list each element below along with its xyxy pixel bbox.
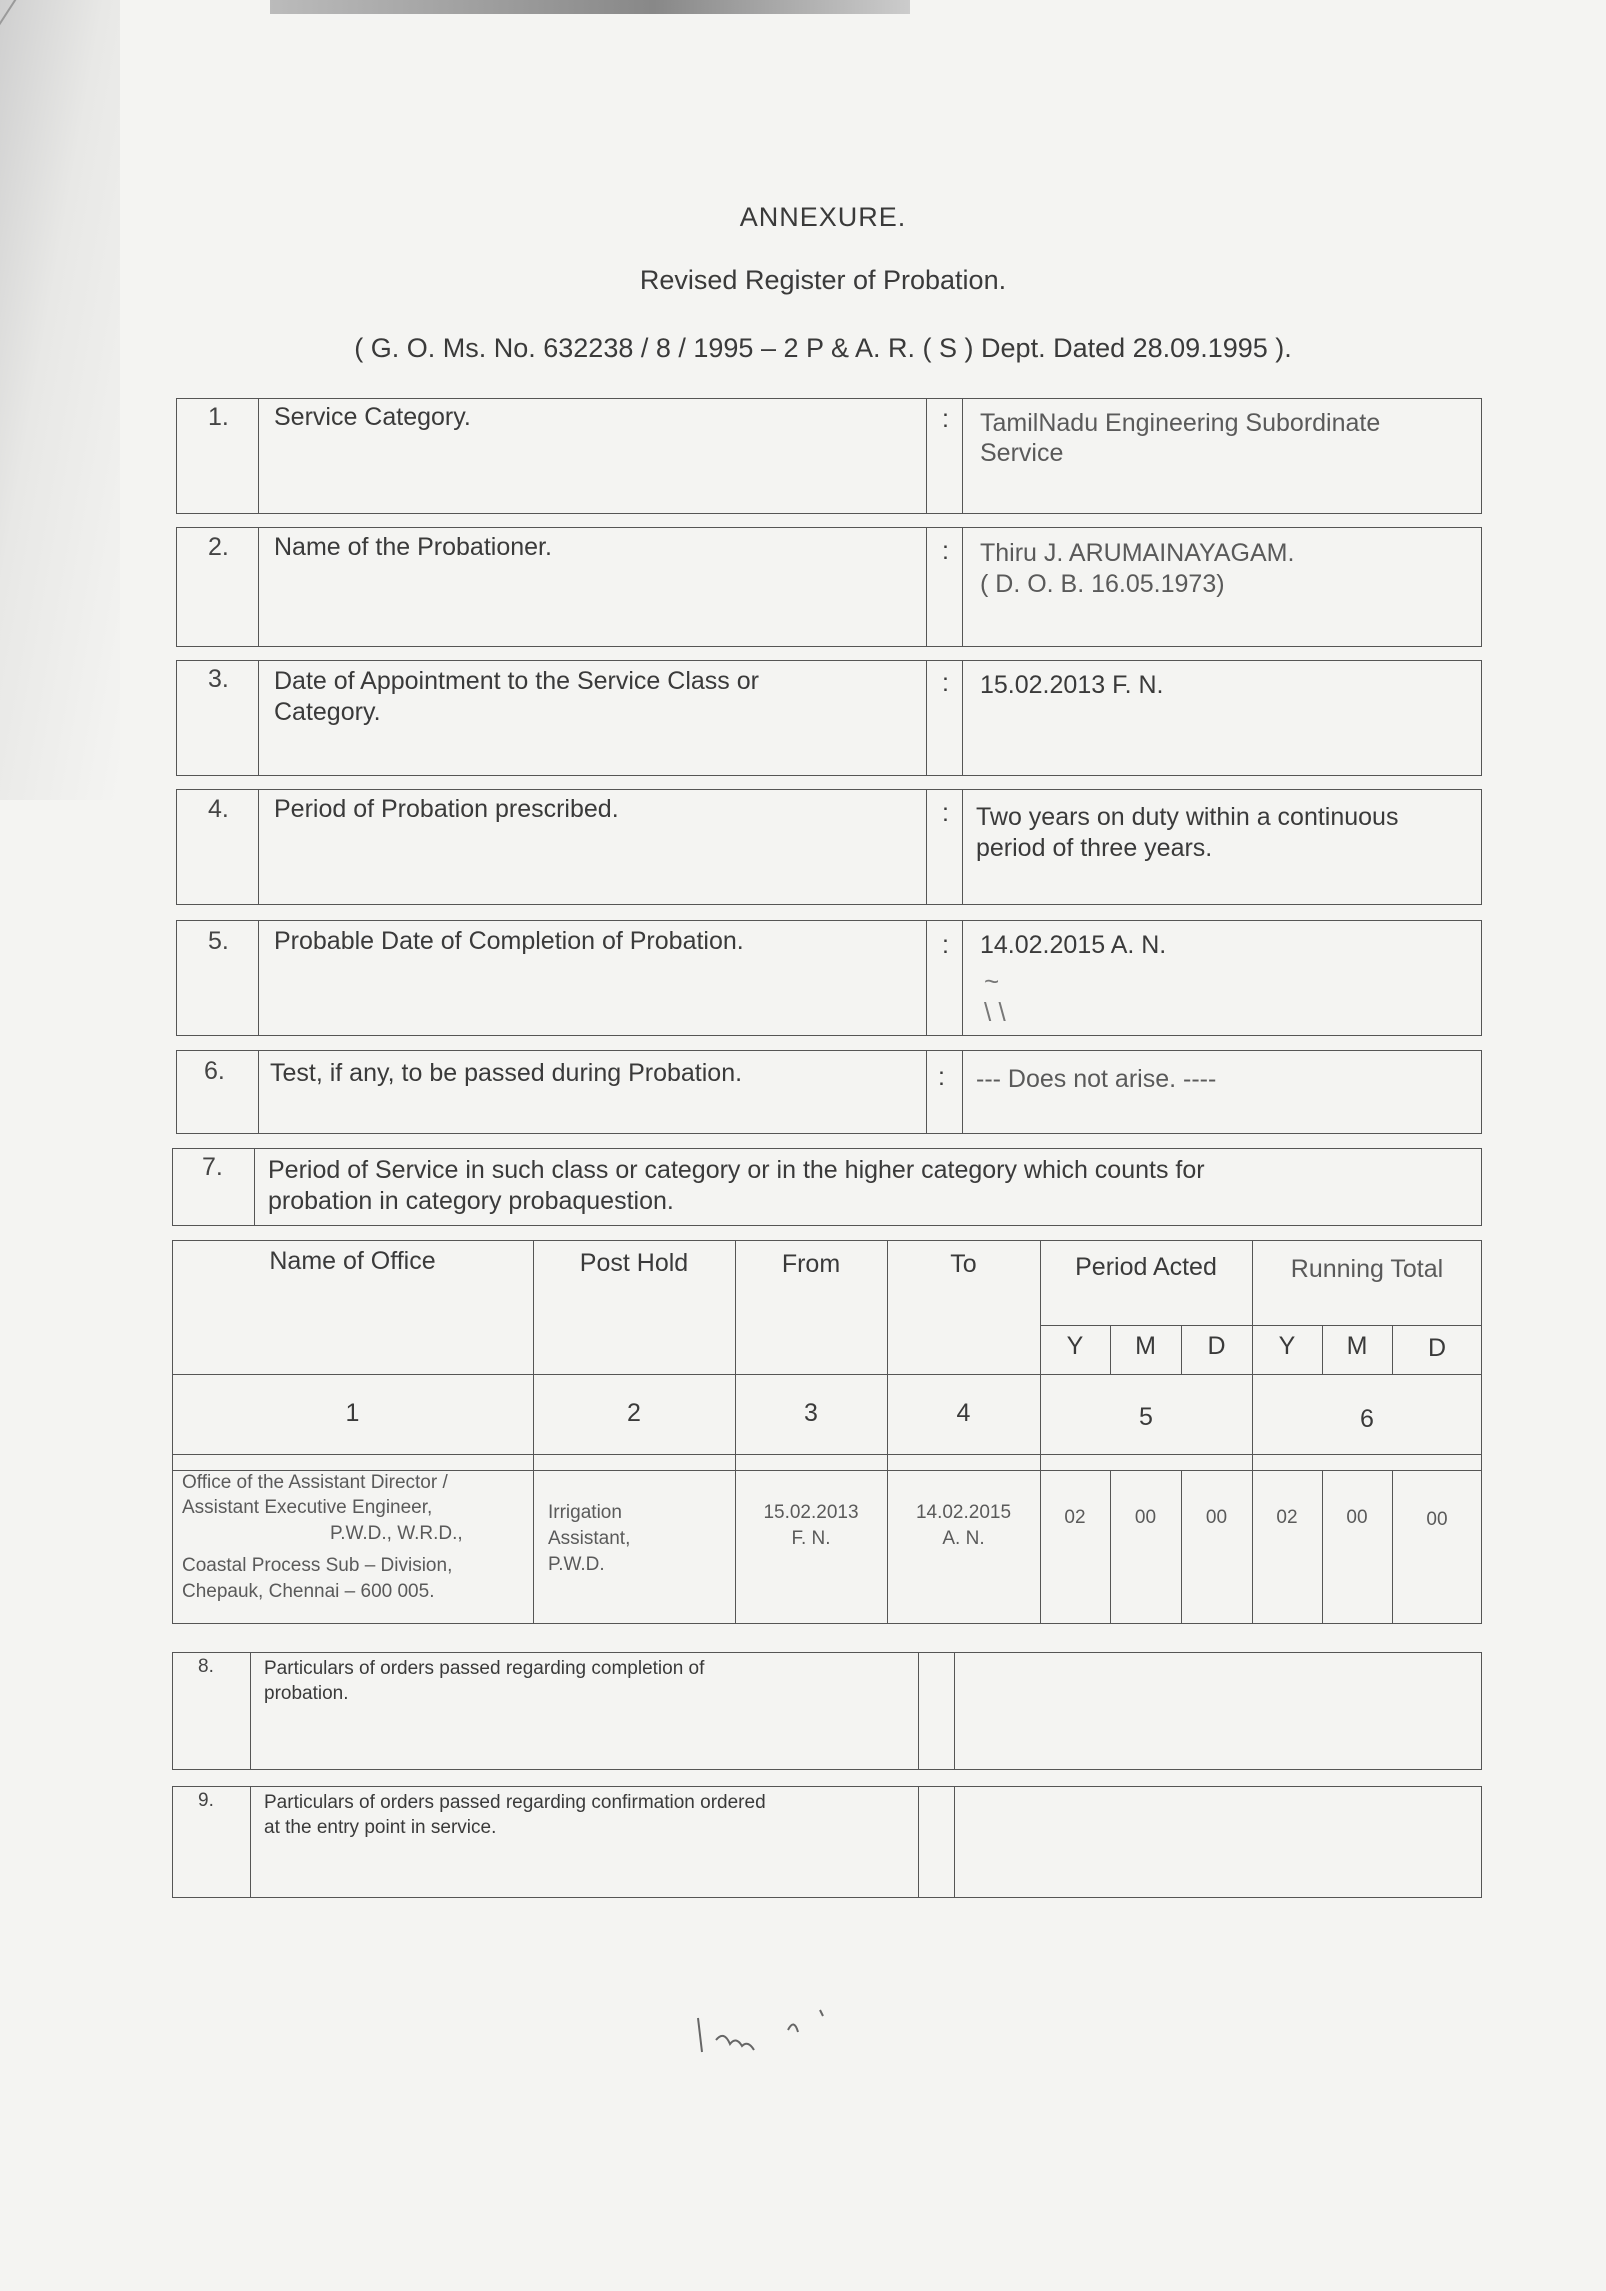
sub-header-total-y: Y <box>1278 1332 1296 1360</box>
column-number-6: 6 <box>1360 1405 1374 1433</box>
row-8-number: 8. <box>198 1656 214 1677</box>
row-6-colon: : <box>938 1063 945 1091</box>
handwritten-initials <box>690 2000 910 2080</box>
column-number-3: 3 <box>804 1399 818 1427</box>
col-header-period-acted: Period Acted <box>1075 1253 1217 1281</box>
entry-total-m: 00 <box>1346 1507 1368 1528</box>
row-2-number: 2. <box>208 533 229 561</box>
column-number-4: 4 <box>956 1399 971 1427</box>
row-7-label-line1: Period of Service in such class or category or in the higher category which counts for <box>268 1156 1205 1184</box>
row-4-value-line2: period of three years. <box>976 834 1213 862</box>
row-9-number: 9. <box>198 1790 214 1811</box>
col-header-to: To <box>950 1250 977 1278</box>
row-3-label-line1: Date of Appointment to the Service Class or <box>274 667 759 695</box>
row-7-label-line2: probation in category probaquestion. <box>268 1187 674 1215</box>
row-6-number: 6. <box>204 1057 225 1085</box>
row-4-value-line1: Two years on duty within a continuous <box>976 803 1399 831</box>
row-1-label: Service Category. <box>274 403 471 431</box>
column-number-1: 1 <box>345 1399 360 1427</box>
row-1-colon: : <box>942 405 949 433</box>
row-5-colon: : <box>942 931 949 959</box>
row-3-number: 3. <box>208 665 229 693</box>
row-1-value-line2: Service <box>980 439 1064 467</box>
column-number-2: 2 <box>627 1399 641 1427</box>
sub-header-acted-y: Y <box>1066 1332 1084 1360</box>
row-2-value-line1: Thiru J. ARUMAINAYAGAM. <box>980 539 1295 567</box>
scan-top-strip <box>270 0 910 14</box>
col-header-running-total: Running Total <box>1290 1255 1444 1283</box>
entry-total-d: 00 <box>1426 1509 1448 1530</box>
entry-acted-d: 00 <box>1205 1507 1228 1528</box>
entry-post-line2: Assistant, <box>548 1528 631 1549</box>
entry-acted-y: 02 <box>1064 1507 1086 1528</box>
entry-from-session: F. N. <box>791 1528 831 1549</box>
row-4-label: Period of Probation prescribed. <box>274 795 619 823</box>
entry-office-line2: Assistant Executive Engineer, <box>182 1497 433 1518</box>
col-header-name-of-office: Name of Office <box>269 1247 436 1275</box>
entry-office-line5: Chepauk, Chennai – 600 005. <box>182 1581 435 1602</box>
row-9-label-line1: Particulars of orders passed regarding confirmation ordered <box>264 1792 766 1813</box>
entry-total-y: 02 <box>1276 1507 1298 1528</box>
row-4-number: 4. <box>208 795 229 823</box>
row-7-number: 7. <box>202 1153 223 1181</box>
row-1-value-line1: TamilNadu Engineering Subordinate <box>980 409 1381 437</box>
row-2-colon: : <box>942 537 949 565</box>
row-4-colon: : <box>942 799 949 827</box>
col-header-from: From <box>781 1250 841 1278</box>
sub-header-acted-m: M <box>1135 1332 1156 1360</box>
go-reference: ( G. O. Ms. No. 632238 / 8 / 1995 – 2 P & A. R. ( S ) Dept. Dated 28.09.1995 ). <box>354 333 1292 363</box>
row-8-label-line2: probation. <box>264 1683 349 1704</box>
entry-acted-m: 00 <box>1134 1507 1157 1528</box>
row-5-label: Probable Date of Completion of Probation. <box>274 927 744 955</box>
entry-post-line3: P.W.D. <box>548 1554 605 1575</box>
row-3-colon: : <box>942 669 949 697</box>
scan-shadow <box>0 0 120 800</box>
sub-header-acted-d: D <box>1207 1332 1226 1360</box>
row-5-value-line1: 14.02.2015 A. N. <box>980 931 1167 959</box>
row-9-label-line2: at the entry point in service. <box>264 1817 497 1838</box>
pen-scribble: ~ \ \ <box>984 966 1006 1027</box>
row-6-value: --- Does not arise. ---- <box>976 1065 1217 1093</box>
entry-post-line1: Irrigation <box>548 1502 622 1523</box>
row-5-number: 5. <box>208 927 229 955</box>
row-2-label: Name of the Probationer. <box>274 533 552 561</box>
entry-office-line4: Coastal Process Sub – Division, <box>182 1555 453 1576</box>
sub-header-total-m: M <box>1346 1332 1368 1360</box>
row-2-value-line2: ( D. O. B. 16.05.1973) <box>980 570 1225 598</box>
row-6-label: Test, if any, to be passed during Probation. <box>270 1059 743 1087</box>
annexure-title: ANNEXURE. <box>739 202 907 232</box>
row-3-value-line1: 15.02.2013 F. N. <box>980 671 1164 699</box>
entry-to-date: 14.02.2015 <box>915 1502 1012 1523</box>
sub-header-total-d: D <box>1427 1334 1447 1362</box>
entry-office-line3: P.W.D., W.R.D., <box>330 1523 463 1544</box>
register-subtitle: Revised Register of Probation. <box>639 265 1007 295</box>
entry-from-date: 15.02.2013 <box>763 1502 859 1523</box>
col-header-post-hold: Post Hold <box>579 1249 689 1277</box>
row-3-label-line2: Category. <box>274 698 381 726</box>
row-8-label-line1: Particulars of orders passed regarding completion of <box>264 1658 705 1679</box>
row-1-number: 1. <box>208 403 229 431</box>
entry-to-session: A. N. <box>942 1528 985 1549</box>
column-number-5: 5 <box>1139 1403 1153 1431</box>
entry-office-line1: Office of the Assistant Director / <box>182 1472 448 1493</box>
